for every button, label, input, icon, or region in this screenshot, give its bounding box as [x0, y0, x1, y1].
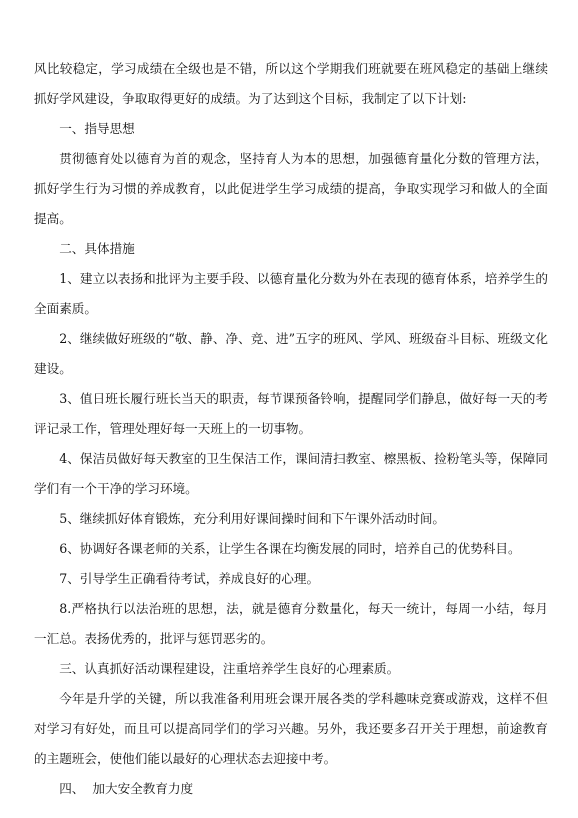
list-item-measure-6: 6、协调好各课老师的关系，让学生各课在均衡发展的同时，培养自己的优势科目。 — [59, 541, 521, 556]
document-page — [34, 54, 548, 804]
section-heading-guiding-ideology: 一、指导思想 — [59, 121, 135, 136]
list-item-measure-4: 4、保洁员做好每天教室的卫生保洁工作，课间清扫教室、檫黑板、捡粉笔头等，保障同学们有一个干净的学习环境。 — [34, 451, 548, 496]
list-item-measure-1: 1、建立以表扬和批评为主要手段、以德育量化分数为外在表现的德育体系，培养学生的全面素质。 — [34, 271, 548, 316]
section-heading-measures: 二、具体措施 — [59, 241, 135, 256]
section-heading-safety-education: 四、 加大安全教育力度 — [59, 781, 194, 796]
list-item-measure-2: 2、继续做好班级的“敬、静、净、竞、进”五字的班风、学风、班级奋斗目标、班级文化建设。 — [34, 331, 548, 376]
section-heading-activity-courses: 三、认真抓好活动课程建设，注重培养学生良好的心理素质。 — [59, 661, 400, 676]
list-item-measure-8: 8.严格执行以法治班的思想，法，就是德育分数量化，每天一统计，每周一小结，每月一汇总。表扬优秀的，批评与惩罚恶劣的。 — [34, 601, 548, 646]
list-item-measure-5: 5、继续抓好体育锻炼，充分利用好课间操时间和下午课外活动时间。 — [59, 511, 446, 526]
list-item-measure-3: 3、值日班长履行班长当天的职责，每节课预备铃响，提醒同学们静息，做好每一天的考评记录工作，管理处理好每一天班上的一切事物。 — [34, 391, 548, 436]
paragraph-intro: 风比较稳定，学习成绩在全级也是不错，所以这个学期我们班就要在班风稳定的基础上继续抓好学风建设，争取取得更好的成绩。为了达到这个目标，我制定了以下计划: — [34, 61, 548, 106]
paragraph-guiding-ideology: 贯彻德育处以德育为首的观念，坚持育人为本的思想，加强德育量化分数的管理方法，抓好学生行为习惯的养成教育，以此促进学生学习成绩的提高，争取实现学习和做人的全面提高。 — [34, 151, 548, 226]
list-item-measure-7: 7、引导学生正确看待考试，养成良好的心理。 — [59, 571, 320, 586]
paragraph-activity-courses: 今年是升学的关键，所以我准备利用班会课开展各类的学科趣味竞赛或游戏，这样不但对学习有好处，而且可以提高同学们的学习兴趣。另外，我还要多召开关于理想，前途教育的主题班会，使他们能以最好的心理状态去迎接中考。 — [34, 691, 548, 766]
